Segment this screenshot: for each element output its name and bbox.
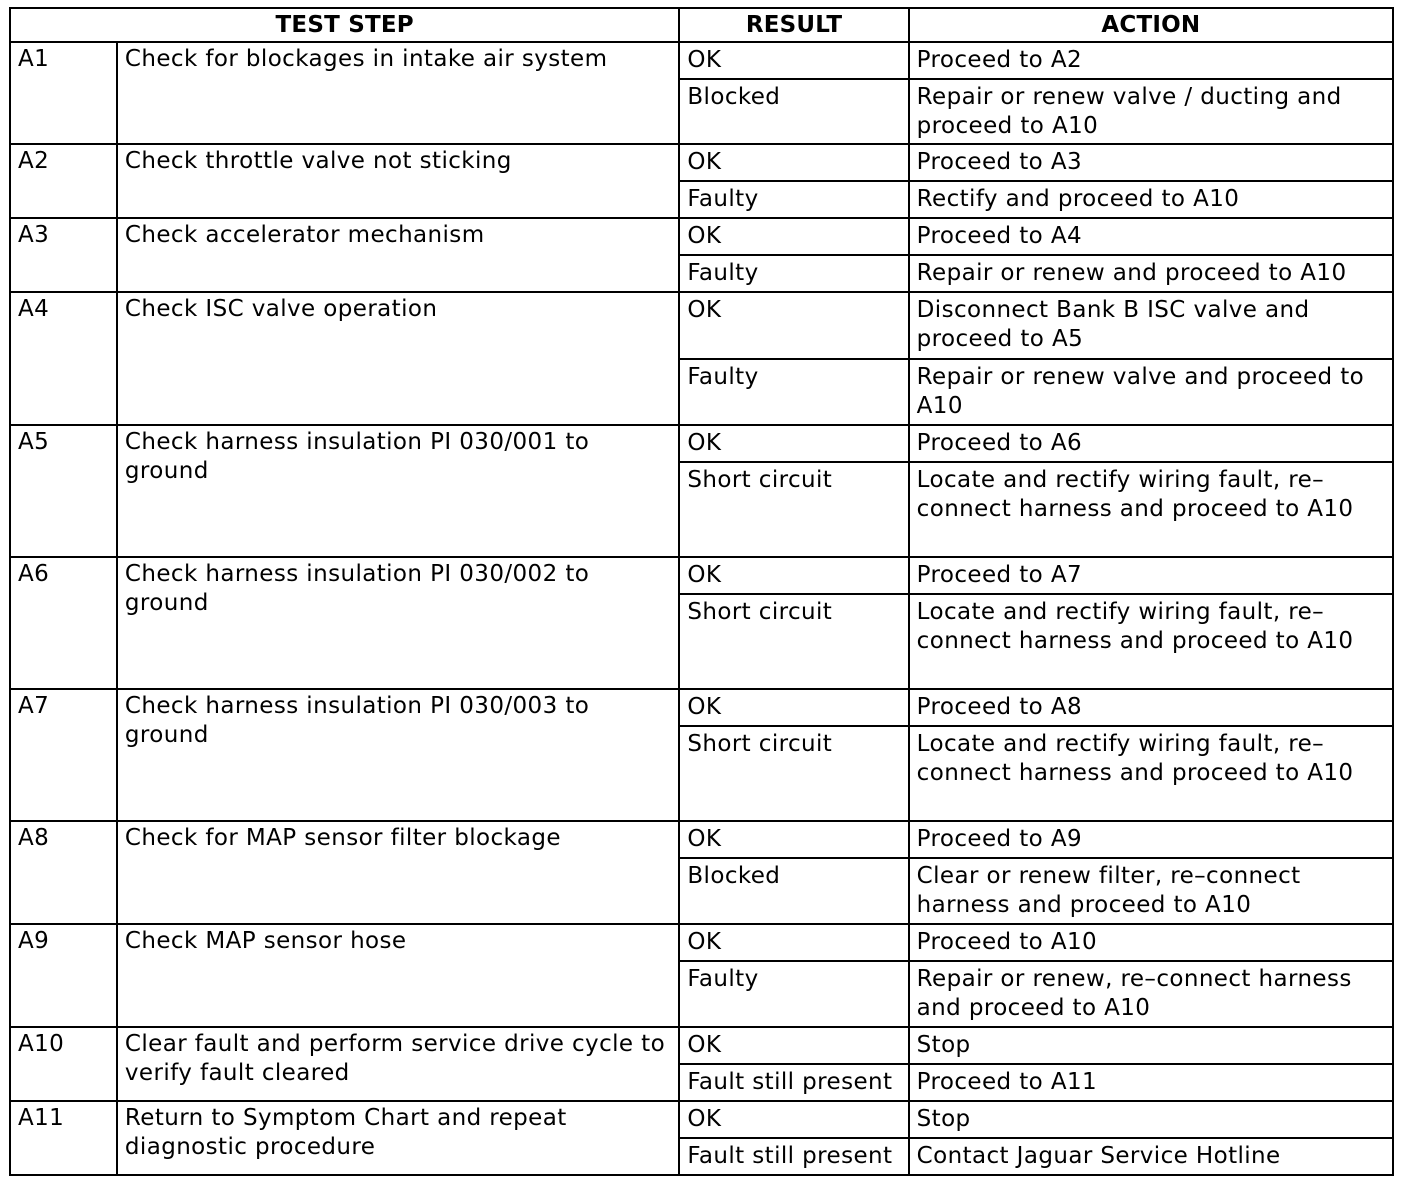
result-cell: Fault still present [679,1064,908,1101]
action-cell: Rectify and proceed to A10 [909,181,1393,218]
step-id: A6 [10,557,117,689]
result-cell: Faulty [679,255,908,292]
step-id: A10 [10,1027,117,1101]
table-row [10,557,1393,594]
result-cell: OK [679,924,908,961]
step-id: A11 [10,1101,117,1175]
step-description: Check harness insulation PI 030/001 to ground [117,425,679,557]
step-description: Check MAP sensor hose [117,924,679,1027]
action-cell: Proceed to A10 [909,924,1393,961]
step-id: A5 [10,425,117,557]
result-cell: OK [679,425,908,462]
action-cell: Repair or renew and proceed to A10 [909,255,1393,292]
action-cell: Proceed to A2 [909,42,1393,79]
step-id: A2 [10,144,117,218]
table-row [10,144,1393,181]
action-cell: Repair or renew valve / ducting and proceed to A10 [909,79,1393,144]
table-row [10,292,1393,359]
step-description: Check harness insulation PI 030/003 to ground [117,689,679,821]
step-description: Check throttle valve not sticking [117,144,679,218]
action-cell: Proceed to A6 [909,425,1393,462]
table-row [10,218,1393,255]
step-description: Check harness insulation PI 030/002 to ground [117,557,679,689]
step-description: Check accelerator mechanism [117,218,679,292]
action-cell: Stop [909,1027,1393,1064]
result-cell: Faulty [679,359,908,425]
table-row [10,821,1393,858]
step-description: Return to Symptom Chart and repeat diagnostic procedure [117,1101,679,1175]
step-description: Clear fault and perform service drive cycle to verify fault cleared [117,1027,679,1101]
header-row [10,8,1393,42]
action-cell: Proceed to A11 [909,1064,1393,1101]
table-row [10,1027,1393,1064]
action-cell: Proceed to A7 [909,557,1393,594]
table-row [10,924,1393,961]
action-cell: Proceed to A4 [909,218,1393,255]
result-cell: OK [679,292,908,359]
action-cell: Proceed to A3 [909,144,1393,181]
test-step-header: TEST STEP [10,8,679,42]
action-cell: Locate and rectify wiring fault, re–connect harness and proceed to A10 [909,726,1393,821]
result-cell: Faulty [679,961,908,1027]
result-cell: Short circuit [679,726,908,821]
table-header [10,8,1393,42]
result-header: RESULT [679,8,908,42]
diagnostic-table [9,7,1394,1176]
result-cell: OK [679,144,908,181]
action-cell: Disconnect Bank B ISC valve and proceed to A5 [909,292,1393,359]
action-cell: Locate and rectify wiring fault, re–connect harness and proceed to A10 [909,594,1393,689]
action-cell: Repair or renew valve and proceed to A10 [909,359,1393,425]
result-cell: Blocked [679,79,908,144]
step-id: A8 [10,821,117,924]
action-cell: Repair or renew, re–connect harness and proceed to A10 [909,961,1393,1027]
result-cell: OK [679,557,908,594]
step-description: Check for MAP sensor filter blockage [117,821,679,924]
action-cell: Proceed to A9 [909,821,1393,858]
step-description: Check ISC valve operation [117,292,679,425]
action-header: ACTION [909,8,1393,42]
table-body [10,42,1393,1175]
action-cell: Locate and rectify wiring fault, re–connect harness and proceed to A10 [909,462,1393,557]
result-cell: OK [679,1101,908,1138]
step-id: A9 [10,924,117,1027]
step-id: A1 [10,42,117,144]
step-id: A4 [10,292,117,425]
step-id: A7 [10,689,117,821]
table-row [10,1101,1393,1138]
result-cell: OK [679,218,908,255]
result-cell: OK [679,821,908,858]
result-cell: Blocked [679,858,908,924]
table-row [10,689,1393,726]
result-cell: Short circuit [679,462,908,557]
action-cell: Proceed to A8 [909,689,1393,726]
table-row [10,425,1393,462]
result-cell: Fault still present [679,1138,908,1175]
result-cell: Short circuit [679,594,908,689]
table-row [10,42,1393,79]
result-cell: Faulty [679,181,908,218]
result-cell: OK [679,689,908,726]
action-cell: Stop [909,1101,1393,1138]
step-id: A3 [10,218,117,292]
step-description: Check for blockages in intake air system [117,42,679,144]
action-cell: Clear or renew filter, re–connect harness and proceed to A10 [909,858,1393,924]
action-cell: Contact Jaguar Service Hotline [909,1138,1393,1175]
result-cell: OK [679,42,908,79]
result-cell: OK [679,1027,908,1064]
